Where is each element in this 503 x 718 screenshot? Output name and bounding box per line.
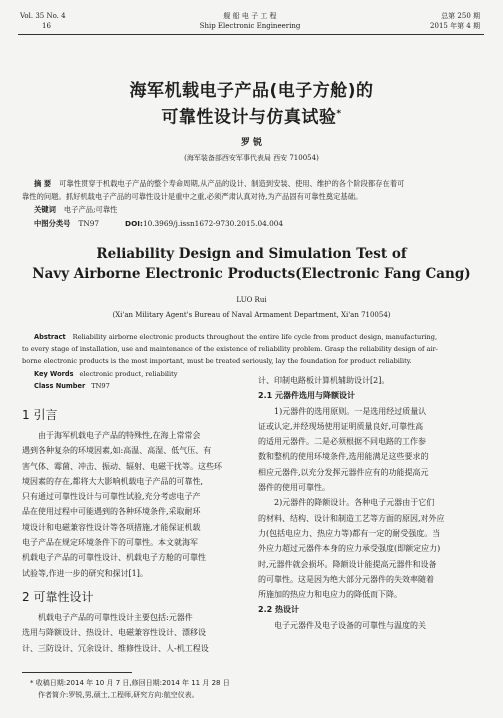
section2-line: 机载电子产品的可靠性设计主要包括:元器件 bbox=[38, 612, 193, 622]
issue-number: 2015 年第 4 期 bbox=[430, 22, 480, 30]
doi-label: DOI: bbox=[125, 218, 143, 228]
right-line: 数和整机的使用环境条件,选用能满足这些要求的 bbox=[258, 452, 429, 462]
page-number: 16 bbox=[42, 22, 51, 30]
right-line: 器件的使用可靠性。 bbox=[258, 483, 330, 493]
abstract-en-line1 bbox=[22, 331, 484, 343]
section1-line: 试验等,作进一步的研究和探讨[1]。 bbox=[22, 568, 148, 578]
footnote-rule bbox=[22, 672, 132, 673]
section1-line: 由于海军机载电子产品的特殊性,在海上常常会 bbox=[38, 431, 201, 440]
journal-title-cn: 舰 船 电 子 工 程 bbox=[223, 12, 277, 20]
classification-cn-code: TN97 bbox=[78, 218, 100, 228]
right-line: 证或认定,并经现场使用证明质量良好,可靠性高 bbox=[258, 421, 424, 431]
right-column bbox=[258, 373, 484, 633]
right-line: 的适用元器件。二是必须根据不同电路的工作参 bbox=[258, 437, 426, 447]
issue-total: 总第 250 期 bbox=[441, 12, 480, 20]
class-number-label: Class Number bbox=[34, 381, 86, 390]
abstract-cn-line2: 靠性的问题。抓好机载电子产品的可靠性设计是重中之重,必须严肃认真对待,为产品固有可靠性奠定基础。 bbox=[22, 192, 363, 202]
abstract-en-label: Abstract bbox=[34, 333, 66, 341]
section1-line: 机载电子产品的可靠性设计、机载电子方舱的可靠性 bbox=[22, 553, 206, 563]
section1-line: 只有通过可靠性设计与可靠性试验,充分考虑电子产 bbox=[22, 492, 201, 502]
section1-line: 电子产品在规定环境条件下的可靠性。本文就海军 bbox=[22, 538, 198, 548]
abstract-en-text1: Reliability airborne electronic products throughout the entire life cycle from product design, manufacturing, bbox=[72, 333, 438, 341]
subsection-2-1-heading: 2.1 元器件选用与降额设计 bbox=[258, 391, 355, 401]
title-cn-line2 bbox=[0, 103, 503, 130]
header-rule bbox=[18, 34, 484, 35]
abstract-cn-text1: 可靠性贯穿于机载电子产品的整个寿命周期,从产品的设计、制造到安装、使用、维护的各个阶段都存在着可 bbox=[59, 179, 405, 188]
doi-value: 10.3969/j.issn1672-9730.2015.04.004 bbox=[142, 218, 284, 228]
section1-line: 境设计和电磁兼容性设计等各项措施,才能保证机载 bbox=[22, 522, 201, 532]
journal-title-en: Ship Electronic Engineering bbox=[199, 22, 301, 30]
right-line: 力(包括电应力、热应力等)都有一定的耐受强度。当 bbox=[258, 528, 441, 538]
keywords-cn bbox=[22, 203, 484, 216]
classification-cn-label: 中图分类号 bbox=[34, 218, 71, 228]
title-en-line1: Reliability Design and Simulation Test of bbox=[96, 246, 407, 262]
keywords-cn-text: 电子产品;可靠性 bbox=[63, 205, 118, 215]
right-line: 1)元器件的选用原则。一是选用经过质量认 bbox=[274, 406, 427, 416]
subsection-2-2-heading: 2.2 热设计 bbox=[258, 605, 299, 615]
right-line: 时,元器件就会损坏。降额设计能提高元器件和设备 bbox=[258, 559, 437, 569]
title-en-line2: Navy Airborne Electronic Products(Electronic Fang Cang) bbox=[32, 266, 471, 282]
section1-line: 害气体、霉菌、冲击、振动、辐射、电磁干扰等。这些环 bbox=[22, 461, 222, 471]
author-cn: 罗 锐 bbox=[240, 138, 263, 148]
author-en: LUO Rui bbox=[236, 296, 267, 304]
right-line: 的材料、结构、设计和制造工艺等方面的原因,对外应 bbox=[258, 513, 445, 523]
section1-line: 遇到各种复杂的环境因素,如:高温、高湿、低气压、有 bbox=[22, 446, 212, 456]
right-line: 的可靠性。这是因为绝大部分元器件的失效率随着 bbox=[258, 574, 434, 584]
section1-line: 境因素的存在,都将大大影响机载电子产品的可靠性, bbox=[22, 476, 204, 486]
keywords-en-label: Key Words bbox=[34, 369, 74, 378]
abstract-en-line3: borne electronic products is the most important, must be treated seriously, lay the foundation for product reliability. bbox=[22, 357, 412, 366]
title-footnote-mark: * bbox=[336, 109, 342, 119]
class-number-code: TN97 bbox=[91, 381, 110, 390]
footnote bbox=[30, 677, 480, 701]
right-line: 电子元器件及电子设备的可靠性与温度的关 bbox=[274, 620, 426, 630]
section1-body bbox=[22, 428, 248, 581]
keywords-en-text: electronic product, reliability bbox=[79, 369, 178, 378]
abstract-cn bbox=[22, 177, 484, 230]
footnote-author-bio: 作者简介:罗锐,男,硕士,工程师,研究方向:航空仪表。 bbox=[38, 691, 199, 699]
abstract-cn-label: 摘 要 bbox=[34, 179, 52, 188]
section2-line: 选用与降额设计、热设计、电磁兼容性设计、漂移设 bbox=[22, 628, 206, 638]
volume-label: Vol. 35 No. 4 bbox=[20, 12, 66, 20]
affiliation-cn: (海军装备部西安军事代表局 西安 710054) bbox=[184, 154, 319, 162]
right-line: 2)元器件的降额设计。各种电子元器由于它们 bbox=[274, 498, 435, 508]
section2-heading: 2 可靠性设计 bbox=[22, 589, 94, 604]
abstract-cn-line1 bbox=[22, 177, 484, 190]
section1-heading: 1 引言 bbox=[22, 408, 58, 422]
left-column bbox=[22, 407, 248, 656]
right-line: 计、印制电路板计算机辅助设计[2]。 bbox=[258, 376, 390, 385]
right-line: 所施加的热应力和电应力的降低而下降。 bbox=[258, 590, 402, 600]
section1-line: 品在使用过程中可能遇到的各种环境条件,采取耐环 bbox=[22, 507, 201, 517]
section2-body bbox=[22, 610, 248, 656]
right-line: 相应元器件,以充分发挥元器件应有的功能提高元 bbox=[258, 467, 429, 477]
title-cn-line1: 海军机载电子产品(电子方舱)的 bbox=[129, 81, 374, 101]
affiliation-en: (Xi'an Military Agent's Bureau of Naval Armament Department, Xi'an 710054) bbox=[112, 311, 391, 319]
footnote-received: * 收稿日期:2014 年 10 月 7 日,修回日期:2014 年 11 月 28 日 bbox=[30, 679, 230, 687]
title-cn-text: 可靠性设计与仿真试验 bbox=[161, 107, 337, 128]
right-line: 外应力超过元器件本身的应力承受强度(即额定应力) bbox=[258, 544, 441, 554]
classification-cn bbox=[22, 217, 484, 230]
keywords-cn-label: 关键词 bbox=[34, 205, 56, 215]
abstract-en-line2: to every stage of installation, use and maintenance of the existence of reliability problem. Grasp the reliability design of air- bbox=[22, 345, 438, 354]
section2-line: 计、三防设计、冗余设计、维修性设计、人-机工程设 bbox=[22, 643, 209, 653]
